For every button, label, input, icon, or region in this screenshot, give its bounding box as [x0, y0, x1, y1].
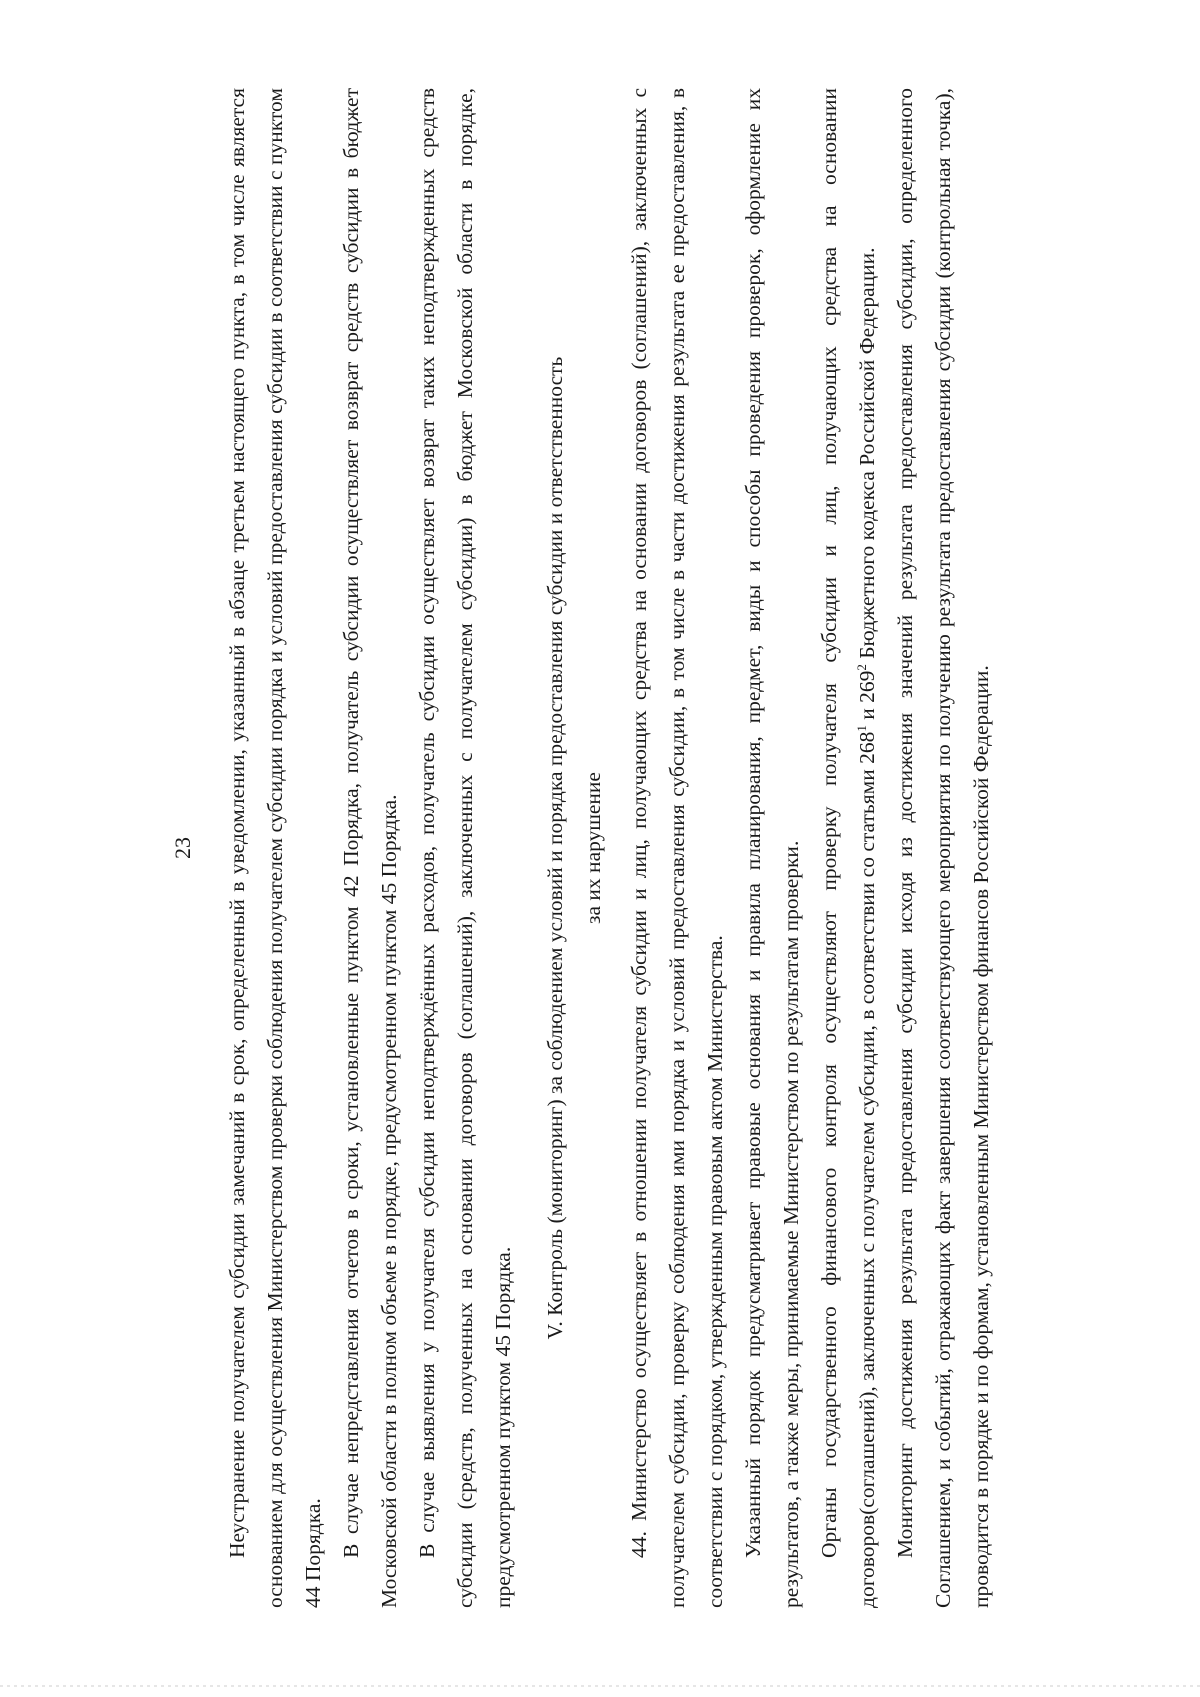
paragraph-financial-control — [810, 88, 886, 1608]
section-heading — [536, 88, 612, 1608]
paragraph-unconfirmed-expenses: В случае выявления у получателя субсидии неподтверждённых расходов, получатель субсидии осуществляет возврат таких неподтвержденных средств субсидии (средств, полученных на основании договоров (соглашений), заключенных с получателем субсидии) в бюджет Московской области в порядке, предусмотренном пунктом 45 Порядка. — [415, 88, 515, 1608]
page-number: 23 — [170, 837, 195, 859]
paragraph-reports: В случае непредставления отчетов в сроки, установленные пунктом 42 Порядка, получатель субсидии осуществляет возврат средств субсидии в бюджет Московской области в полном объеме в порядке, предусмотренном пунктом 45 Порядка. — [339, 88, 401, 1608]
superscript-1: 1 — [853, 725, 869, 732]
section-heading-line-2: за их нарушение — [581, 772, 605, 924]
scan-edge-noise — [0, 1685, 1200, 1687]
superscript-2: 2 — [853, 664, 869, 671]
paragraph-monitoring: Мониторинг достижения результата предоставления субсидии исходя из достижения значений результата предоставления субсидии, определенного Соглашением, и событий, отражающих факт завершения соответствующего мероприятия по получению результата предоставления субсидии (контрольная точка), проводится в порядке и по формам, установленным Министерством финансов Российской Федерации. — [893, 88, 993, 1608]
rotated-text-block — [170, 68, 1030, 1628]
financial-control-text-c: Бюджетного кодекса Российской Федерации. — [855, 247, 879, 665]
financial-control-text-a: Органы государственного финансового контроля осуществляют проверку получателя субсидии и лиц, получающих средства на основании договоров(соглашений), заключенных с получателем субсидии, в соответствии со статьями 268 — [817, 88, 879, 1608]
paragraph-remarks: Неустранение получателем субсидии замечаний в срок, определенный в уведомлении, указанный в абзаце третьем настоящего пункта, в том числе является основанием для осуществления Министерством проверки соблюдения получателем субсидии порядка и условий предоставления субсидии в соответствии с пунктом 44 Порядка. — [225, 88, 325, 1608]
financial-control-text-b: и 269 — [855, 670, 879, 726]
paragraph-44: 44. Министерство осуществляет в отношении получателя субсидии и лиц, получающих средства на основании договоров (соглашений), заключенных с получателем субсидии, проверку соблюдения ими порядка и условий предоставления субсидии, в том числе в части достижения результата ее предоставления, в соответствии с порядком, утвержденным правовым актом Министерства. — [627, 88, 727, 1608]
section-heading-line-1: V. Контроль (мониторинг) за соблюдением условий и порядка предоставления субсидии и ответственность — [543, 356, 567, 1340]
paragraph-procedure: Указанный порядок предусматривает правовые основания и правила планирования, предмет, виды и способы проведения проверок, оформление их результатов, а также меры, принимаемые Министерством по результатам проверки. — [741, 88, 803, 1608]
